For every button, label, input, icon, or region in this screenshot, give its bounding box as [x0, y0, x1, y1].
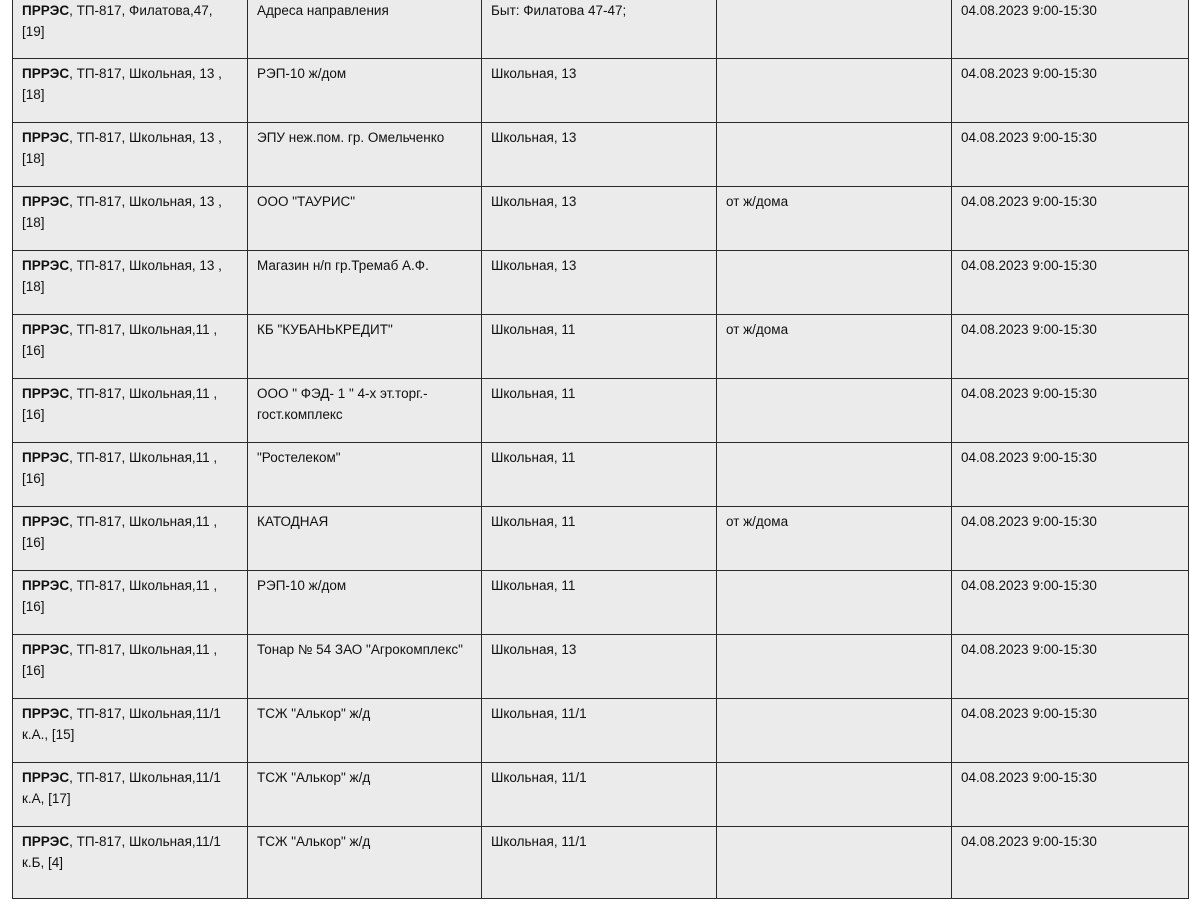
consumer-cell: РЭП-10 ж/дом: [248, 59, 482, 123]
note-cell: от ж/дома: [717, 507, 952, 571]
source-cell: [13, 123, 248, 187]
table-row: [13, 379, 1189, 443]
consumer-cell: ТСЖ "Алькор" ж/д: [248, 827, 482, 899]
time-cell: 04.08.2023 9:00-15:30: [952, 379, 1189, 443]
note-cell: от ж/дома: [717, 315, 952, 379]
consumer-cell: Тонар № 54 ЗАО "Агрокомплекс": [248, 635, 482, 699]
note-cell: [717, 443, 952, 507]
source-cell: [13, 443, 248, 507]
source-text: , ТП-817, Школьная, 13 , [18]: [22, 66, 222, 102]
address-cell: Быт: Филатова 47-47;: [482, 0, 717, 59]
org-name: ПРРЭС: [22, 770, 70, 785]
consumer-cell: КБ "КУБАНЬКРЕДИТ": [248, 315, 482, 379]
time-cell: 04.08.2023 9:00-15:30: [952, 827, 1189, 899]
source-text: , ТП-817, Школьная,11 , [16]: [22, 642, 218, 678]
consumer-cell: Магазин н/п гр.Тремаб А.Ф.: [248, 251, 482, 315]
org-name: ПРРЭС: [22, 642, 70, 657]
consumer-cell: РЭП-10 ж/дом: [248, 571, 482, 635]
address-cell: Школьная, 11: [482, 571, 717, 635]
consumer-cell: ООО "ТАУРИС": [248, 187, 482, 251]
address-cell: Школьная, 11/1: [482, 763, 717, 827]
source-text: , ТП-817, Филатова,47, [19]: [22, 3, 213, 39]
source-cell: [13, 379, 248, 443]
note-cell: [717, 59, 952, 123]
address-cell: Школьная, 11: [482, 507, 717, 571]
org-name: ПРРЭС: [22, 258, 70, 273]
table-row: [13, 635, 1189, 699]
address-cell: Школьная, 11: [482, 443, 717, 507]
source-text: , ТП-817, Школьная,11/1 к.А., [15]: [22, 706, 221, 742]
table-row: [13, 0, 1189, 59]
note-cell: [717, 0, 952, 59]
org-name: ПРРЭС: [22, 834, 70, 849]
org-name: ПРРЭС: [22, 194, 70, 209]
address-cell: Школьная, 11: [482, 315, 717, 379]
table-row: [13, 251, 1189, 315]
consumer-cell: КАТОДНАЯ: [248, 507, 482, 571]
time-cell: 04.08.2023 9:00-15:30: [952, 0, 1189, 59]
note-cell: [717, 763, 952, 827]
time-cell: 04.08.2023 9:00-15:30: [952, 251, 1189, 315]
source-text: , ТП-817, Школьная, 13 , [18]: [22, 130, 222, 166]
time-cell: 04.08.2023 9:00-15:30: [952, 123, 1189, 187]
table-row: [13, 315, 1189, 379]
address-cell: Школьная, 13: [482, 59, 717, 123]
source-text: , ТП-817, Школьная,11/1 к.А, [17]: [22, 770, 221, 806]
source-text: , ТП-817, Школьная, 13 , [18]: [22, 258, 222, 294]
source-cell: [13, 59, 248, 123]
time-cell: 04.08.2023 9:00-15:30: [952, 443, 1189, 507]
org-name: ПРРЭС: [22, 386, 70, 401]
source-text: , ТП-817, Школьная,11 , [16]: [22, 386, 218, 422]
source-text: , ТП-817, Школьная, 13 , [18]: [22, 194, 222, 230]
source-text: , ТП-817, Школьная,11 , [16]: [22, 322, 218, 358]
time-cell: 04.08.2023 9:00-15:30: [952, 699, 1189, 763]
source-cell: [13, 315, 248, 379]
table-row: [13, 123, 1189, 187]
org-name: ПРРЭС: [22, 706, 70, 721]
table-row: [13, 507, 1189, 571]
org-name: ПРРЭС: [22, 66, 70, 81]
note-cell: [717, 827, 952, 899]
outage-schedule-table: [12, 0, 1189, 899]
address-cell: Школьная, 13: [482, 187, 717, 251]
time-cell: 04.08.2023 9:00-15:30: [952, 59, 1189, 123]
org-name: ПРРЭС: [22, 322, 70, 337]
note-cell: от ж/дома: [717, 187, 952, 251]
source-cell: [13, 251, 248, 315]
source-cell: [13, 827, 248, 899]
source-text: , ТП-817, Школьная,11 , [16]: [22, 450, 218, 486]
org-name: ПРРЭС: [22, 514, 70, 529]
address-cell: Школьная, 11/1: [482, 827, 717, 899]
source-cell: [13, 635, 248, 699]
org-name: ПРРЭС: [22, 450, 70, 465]
table-row: [13, 59, 1189, 123]
source-cell: [13, 507, 248, 571]
address-cell: Школьная, 13: [482, 635, 717, 699]
table-row: [13, 763, 1189, 827]
table-row: [13, 571, 1189, 635]
time-cell: 04.08.2023 9:00-15:30: [952, 571, 1189, 635]
time-cell: 04.08.2023 9:00-15:30: [952, 187, 1189, 251]
time-cell: 04.08.2023 9:00-15:30: [952, 763, 1189, 827]
note-cell: [717, 251, 952, 315]
source-text: , ТП-817, Школьная,11 , [16]: [22, 578, 218, 614]
source-cell: [13, 0, 248, 59]
note-cell: [717, 571, 952, 635]
table-row: [13, 699, 1189, 763]
note-cell: [717, 379, 952, 443]
address-cell: Школьная, 11: [482, 379, 717, 443]
consumer-cell: "Ростелеком": [248, 443, 482, 507]
source-text: , ТП-817, Школьная,11/1 к.Б, [4]: [22, 834, 221, 870]
address-cell: Школьная, 11/1: [482, 699, 717, 763]
source-cell: [13, 763, 248, 827]
consumer-cell: Адреса направления: [248, 0, 482, 59]
org-name: ПРРЭС: [22, 578, 70, 593]
source-cell: [13, 699, 248, 763]
source-text: , ТП-817, Школьная,11 , [16]: [22, 514, 218, 550]
time-cell: 04.08.2023 9:00-15:30: [952, 315, 1189, 379]
consumer-cell: ТСЖ "Алькор" ж/д: [248, 763, 482, 827]
source-cell: [13, 187, 248, 251]
consumer-cell: ТСЖ "Алькор" ж/д: [248, 699, 482, 763]
table-row: [13, 827, 1189, 899]
table-row: [13, 187, 1189, 251]
org-name: ПРРЭС: [22, 130, 70, 145]
consumer-cell: ООО " ФЭД- 1 " 4-х эт.торг.-гост.комплекс: [248, 379, 482, 443]
org-name: ПРРЭС: [22, 3, 70, 18]
address-cell: Школьная, 13: [482, 251, 717, 315]
note-cell: [717, 635, 952, 699]
note-cell: [717, 123, 952, 187]
time-cell: 04.08.2023 9:00-15:30: [952, 507, 1189, 571]
table-row: [13, 443, 1189, 507]
consumer-cell: ЭПУ неж.пом. гр. Омельченко: [248, 123, 482, 187]
address-cell: Школьная, 13: [482, 123, 717, 187]
source-cell: [13, 571, 248, 635]
note-cell: [717, 699, 952, 763]
time-cell: 04.08.2023 9:00-15:30: [952, 635, 1189, 699]
